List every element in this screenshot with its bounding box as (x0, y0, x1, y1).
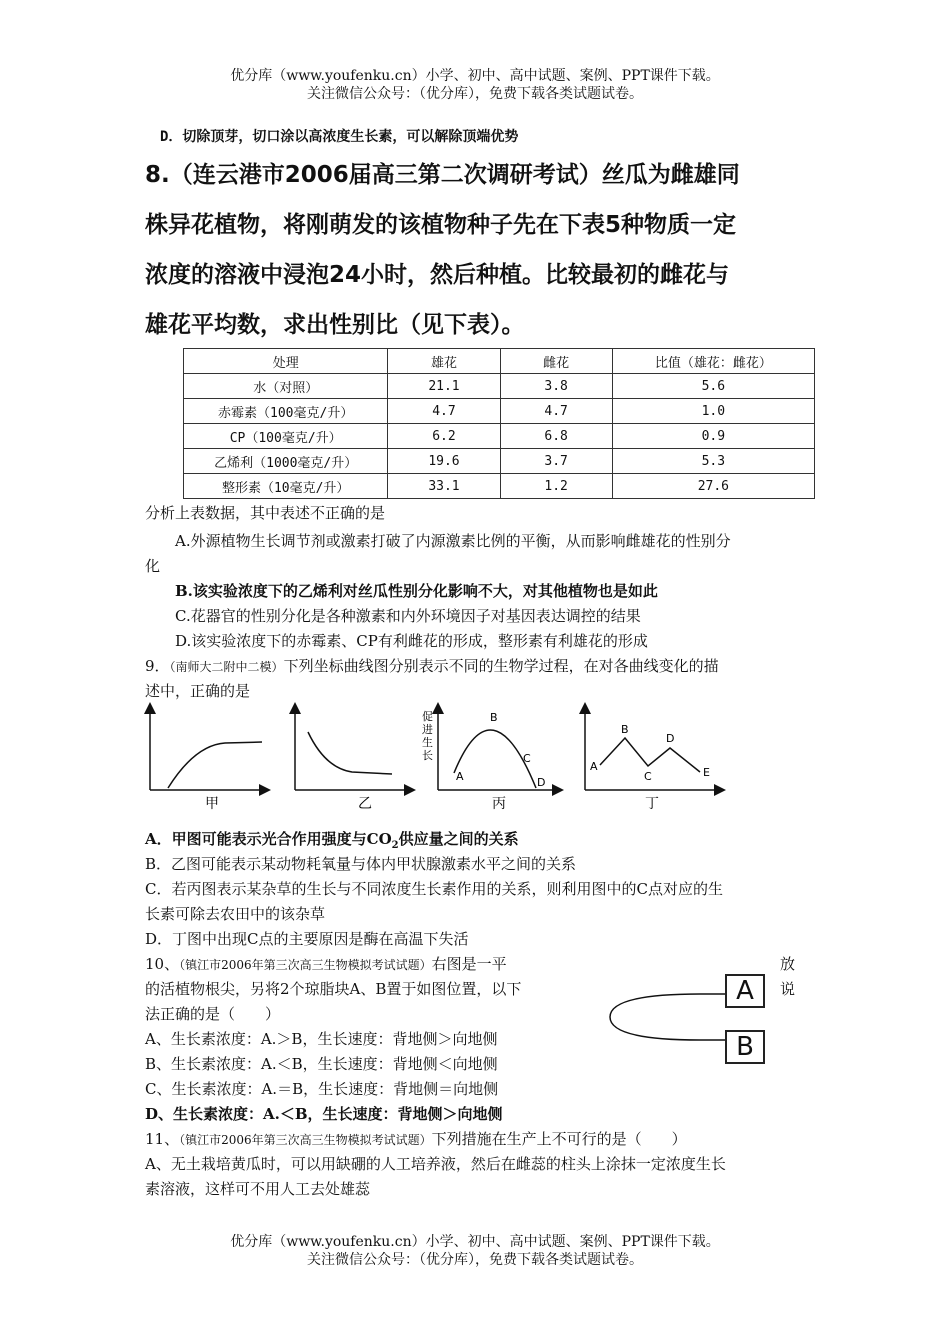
q8-stem-line-1: 8.（连云港市2006届高三第二次调研考试）丝瓜为雌雄同 (145, 162, 740, 188)
table-cell: 1.2 (500, 474, 612, 499)
q8-stem-line-4: 雄花平均数，求出性别比（见下表）。 (145, 312, 525, 338)
table-cell: CP（100毫克/升） (184, 424, 388, 449)
q10-stem-line-1 (145, 954, 507, 975)
header-line-1: 优分库（www.youfenku.cn）小学、初中、高中试题、案例、PPT课件下载。 (230, 68, 720, 84)
q11-stem (145, 1129, 687, 1150)
graph-yi (295, 708, 410, 812)
q8-question-stem: 分析上表数据，其中表述不正确的是 (145, 504, 386, 522)
q11-source: （镇江市2006年第三次高三生物模拟考试试题） (179, 1133, 432, 1147)
q9-option-d: D．丁图中出现C点的主要原因是酶在高温下失活 (145, 930, 469, 948)
agar-block-b: B (725, 1030, 765, 1064)
q8-option-d: D.该实验浓度下的赤霉素、CP有利雌花的形成，整形素有利雄花的形成 (175, 632, 648, 650)
table-header-cell: 比值（雄花：雌花） (612, 349, 814, 374)
q9-source: （南师大二附中二模） (169, 660, 284, 674)
q10-stem-text: 右图是一平 (431, 955, 507, 973)
table-cell: 3.8 (500, 374, 612, 399)
q10-number: 10、 (145, 955, 180, 973)
q10-option-b: B、生长素浓度：A.＜B，生长速度：背地侧＜向地侧 (145, 1055, 498, 1073)
footer-line-2: 关注微信公众号：（优分库），免费下载各类试题试卷。 (307, 1252, 643, 1268)
q9-option-a-text: A．甲图可能表示光合作用强度与CO (145, 830, 392, 848)
point-label: D (537, 776, 546, 789)
q10-option-d: D、生长素浓度：A.＜B，生长速度：背地侧＞向地侧 (145, 1105, 503, 1123)
q8-option-a-line-1: A.外源植物生长调节剂或激素打破了内源激素比例的平衡，从而影响雌雄花的性别分 (175, 532, 731, 550)
point-label: C (523, 752, 531, 765)
point-label: E (703, 766, 710, 779)
q11-number: 11、 (145, 1130, 180, 1148)
table-cell: 3.7 (500, 449, 612, 474)
graph-label-ding: 丁 (645, 796, 659, 812)
q8-stem-line-3: 浓度的溶液中浸泡24小时，然后种植。比较最初的雌花与 (145, 262, 730, 288)
table-row (184, 449, 815, 474)
agar-block-a: A (725, 974, 765, 1008)
q9-graphs (140, 700, 740, 815)
q9-option-a-sub: 2 (391, 840, 399, 851)
curve-jia (168, 742, 262, 788)
ylabel-char: 长 (422, 749, 433, 762)
table-cell: 赤霉素（100毫克/升） (184, 399, 388, 424)
point-label: C (644, 770, 652, 783)
q10-option-c: C、生长素浓度：A.＝B，生长速度：背地侧＝向地侧 (145, 1080, 499, 1098)
table-cell: 乙烯利（1000毫克/升） (184, 449, 388, 474)
q10-stem-line-3: 法正确的是（ ） (145, 1005, 281, 1023)
q8-option-a-line-2: 化 (145, 557, 161, 575)
q9-option-b: B．乙图可能表示某动物耗氧量与体内甲状腺激素水平之间的关系 (145, 855, 577, 873)
point-label: B (621, 723, 629, 736)
curve-ding (600, 738, 700, 772)
q8-stem-line-2: 株异花植物，将刚萌发的该植物种子先在下表5种物质一定 (145, 212, 737, 238)
q8-option-c: C.花器官的性别分化是各种激素和内外环境因子对基因表达调控的结果 (175, 607, 641, 625)
table-cell: 4.7 (388, 399, 500, 424)
graph-jia (150, 708, 265, 812)
q10-option-a: A、生长素浓度：A.＞B，生长速度：背地侧＞向地侧 (145, 1030, 498, 1048)
graph-label-jia: 甲 (205, 796, 219, 812)
graph-bing (422, 708, 558, 812)
q9-option-c-line-1: C．若丙图表示某杂草的生长与不同浓度生长素作用的关系，则利用图中的C点对应的生 (145, 880, 723, 898)
table-cell: 6.2 (388, 424, 500, 449)
point-label: D (666, 732, 675, 745)
q9-number: 9． (145, 657, 170, 675)
table-cell: 4.7 (500, 399, 612, 424)
curve-yi (308, 732, 392, 774)
q9-option-c-line-2: 长素可除去农田中的该杂草 (145, 905, 326, 923)
root-tip-figure (605, 975, 740, 1060)
q9-stem-text: 下列坐标曲线图分别表示不同的生物学过程，在对各曲线变化的描 (283, 657, 719, 675)
ylabel-char: 促 (422, 710, 433, 723)
table-cell: 整形素（10毫克/升） (184, 474, 388, 499)
graph-label-yi: 乙 (358, 796, 372, 812)
graph-label-bing: 丙 (492, 796, 506, 812)
point-label: B (490, 711, 498, 724)
q7-option-d: D．切除顶芽，切口涂以高浓度生长素，可以解除顶端优势 (160, 129, 519, 145)
ylabel-char: 进 (422, 723, 433, 736)
q11-stem-text: 下列措施在生产上不可行的是（ ） (431, 1130, 687, 1148)
q9-option-a (145, 829, 519, 856)
q9-option-a-text-2: 供应量之间的关系 (398, 830, 519, 848)
table-header-cell: 雄花 (388, 349, 500, 374)
table-header-cell: 处理 (184, 349, 388, 374)
table-cell: 0.9 (612, 424, 814, 449)
q10-stem-right-1: 放 (780, 955, 796, 973)
table-cell: 水（对照） (184, 374, 388, 399)
graph-ding (585, 708, 720, 812)
ylabel-char: 生 (422, 736, 433, 749)
table-cell: 5.6 (612, 374, 814, 399)
q8-data-table (183, 348, 815, 499)
q11-option-a-line-2: 素溶液，这样可不用人工去处雄蕊 (145, 1180, 371, 1198)
q8-option-b: B.该实验浓度下的乙烯利对丝瓜性别分化影响不大，对其他植物也是如此 (175, 582, 658, 600)
q11-option-a-line-1: A、无土栽培黄瓜时，可以用缺硼的人工培养液，然后在雌蕊的柱头上涂抹一定浓度生长 (145, 1155, 726, 1173)
q10-source: （镇江市2006年第三次高三生物模拟考试试题） (179, 958, 432, 972)
table-header-cell: 雌花 (500, 349, 612, 374)
footer-line-1: 优分库（www.youfenku.cn）小学、初中、高中试题、案例、PPT课件下载。 (230, 1234, 720, 1250)
table-cell: 1.0 (612, 399, 814, 424)
q9-stem-line-1 (145, 656, 719, 677)
q10-stem-line-2: 的活植物根尖，另将2个琼脂块A、B置于如图位置，以下 (145, 980, 522, 998)
table-header-row (184, 349, 815, 374)
table-row (184, 399, 815, 424)
table-row (184, 474, 815, 499)
table-cell: 5.3 (612, 449, 814, 474)
table-cell: 27.6 (612, 474, 814, 499)
point-label: A (456, 770, 464, 783)
q10-stem-right-2: 说 (780, 980, 796, 998)
header-line-2: 关注微信公众号：（优分库），免费下载各类试题试卷。 (307, 86, 643, 102)
table-cell: 33.1 (388, 474, 500, 499)
table-cell: 21.1 (388, 374, 500, 399)
point-label: A (590, 760, 598, 773)
table-cell: 19.6 (388, 449, 500, 474)
table-cell: 6.8 (500, 424, 612, 449)
table-row (184, 374, 815, 399)
q9-stem-line-2: 述中，正确的是 (145, 682, 251, 700)
root-tip-outline (610, 994, 730, 1040)
table-row (184, 424, 815, 449)
